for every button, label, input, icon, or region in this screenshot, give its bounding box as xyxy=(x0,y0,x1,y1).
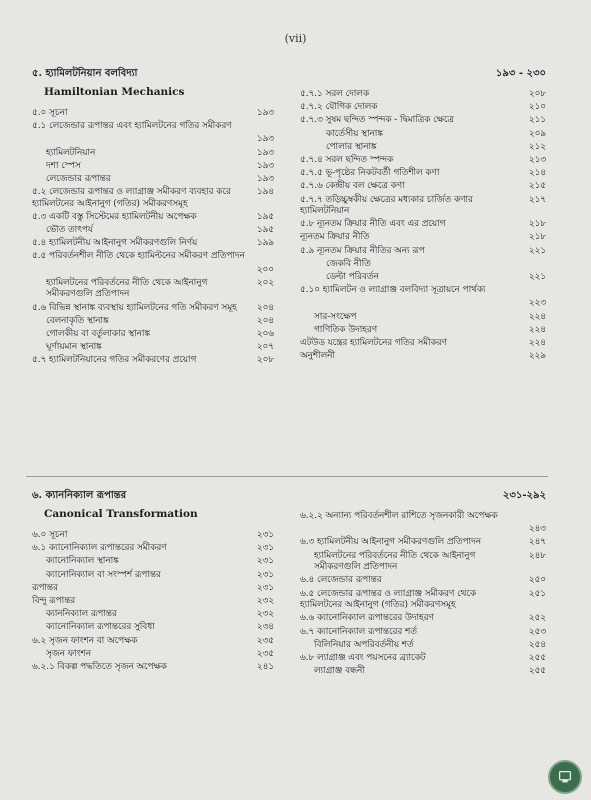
toc-entry xyxy=(32,225,274,237)
toc-entry-title: লেজেন্ডার রূপান্তর xyxy=(46,173,111,184)
toc-entry-title: দশা স্পেস xyxy=(46,160,81,171)
toc-entry-title: ৫.৯ ন্যূনতম ক্রিয়ার নীতির অন্য রূপ xyxy=(300,245,425,256)
toc-entry-page: ২৩১ xyxy=(256,569,274,580)
toc-entry-title: ভৌত তাৎপর্য xyxy=(46,225,93,236)
toc-entry-page: ১৯৯ xyxy=(256,238,274,249)
chapter5-left-column xyxy=(32,66,274,369)
toc-entry-page: ২১৮ xyxy=(528,232,546,243)
toc-entry-title: ৫.৭.১ সরল দোলক xyxy=(300,89,369,99)
toc-entry-page: ২০০ xyxy=(256,264,274,275)
toc-entry-title: ৬.২.২ অন্যান্য পরিবর্তনশীল রাশিতে সৃজনকারী অপেক্ষক xyxy=(300,511,498,521)
toc-entry-page: ২০৮ xyxy=(528,89,546,99)
toc-entry xyxy=(300,613,546,625)
toc-entry-title: ৫.৭.৩ সুষম ছন্দিত স্পন্দক - দ্বিমাত্রিক ক্ষেত্রে xyxy=(300,115,454,126)
toc-entry-page: ২২৩ xyxy=(528,298,546,309)
toc-entry xyxy=(300,285,546,297)
toc-entry xyxy=(32,265,274,277)
toc-entry-title: ৫.৭.৬ কেন্দ্রীয় বল ক্ষেত্রে কণা xyxy=(300,181,405,192)
toc-entry-title: ৫.২ লেজেন্ডার রূপান্তর ও ল্যাগ্রাঞ্জ সমীকরণ ব্যবহার করে হ্যামিলটনের আইনানুগ (গতির) সমীকরণসমূহ xyxy=(32,187,231,209)
toc-entry-page: ২১৮ xyxy=(528,219,546,230)
toc-entry-page: ২১১ xyxy=(528,115,546,126)
chapter6-title: ৬. ক্যাননিক্যাল রূপান্তর xyxy=(32,490,127,501)
toc-entry xyxy=(300,155,546,167)
toc-entry-title: ৬.২ সৃজন ফাংশন বা অপেক্ষক xyxy=(32,635,138,646)
toc-entry xyxy=(32,278,274,301)
toc-entry-title: ৫.৭.৭ তড়িচ্চুম্বকীয় ক্ষেত্রের মধ্যকার চার্জিত কণার হ্যামিলটনিয়ান xyxy=(300,194,473,217)
toc-entry-page: ২০৬ xyxy=(256,329,274,339)
toc-entry xyxy=(32,251,274,263)
toc-entry-page: ২২৪ xyxy=(528,311,546,322)
toc-entry xyxy=(32,108,274,120)
toc-entry-page: ২৫০ xyxy=(528,575,546,586)
toc-entry xyxy=(300,511,546,523)
toc-entry-page: ১৯৪ xyxy=(256,187,274,198)
toc-entry-page: ২৫৫ xyxy=(528,652,546,663)
toc-entry-title: ৫.০ সূচনা xyxy=(32,108,68,118)
toc-entry-page: ২১০ xyxy=(528,102,546,113)
toc-entry xyxy=(300,524,546,536)
toc-entry-title: হ্যামিলটনের পরিবর্তনের নীতি থেকে আইনানুগ সমীকরণগুলি প্রতিপাদন xyxy=(46,277,208,300)
toc-entry-title: ৬.৪ লেজেন্ডার রূপান্তর xyxy=(300,575,382,586)
toc-entry-title: বেলনাকৃতি স্থানাঙ্ক xyxy=(46,315,109,326)
toc-entry-title: ক্যানোনিক্যাল বা সংস্পর্শ রূপান্তর xyxy=(46,569,161,580)
toc-entry-page: ২৪৮ xyxy=(528,550,546,561)
toc-entry-title: ৬.৩ হ্যামিলটনীয় আইনানুগ সমীকরণগুলি প্রতিপাদন xyxy=(300,537,481,548)
chapter5-title: ৫. হ্যামিলটনিয়ান বলবিদ্যা xyxy=(32,68,138,79)
toc-entry-page: ২৪৭ xyxy=(528,537,546,548)
toc-entry xyxy=(300,115,546,127)
toc-entry-title: ৫.৭.২ যৌগিক দোলক xyxy=(300,102,378,113)
toc-entry-title: ৫.৪ হ্যামিলটনীয় আইনানুগ সমীকরণগুলি নির্ণয় xyxy=(32,238,198,249)
chapter6-right-column xyxy=(300,488,546,679)
toc-entry xyxy=(32,530,274,542)
toc-entry xyxy=(32,238,274,250)
toc-entry-title: ঘূর্ণায়মান স্থানাঙ্ক xyxy=(46,342,102,353)
toc-entry-title: ৫.৮ ন্যূনতম ক্রিয়ার নীতি এবং এর প্রয়োগ xyxy=(300,219,446,230)
toc-entry-title: গোলকীয় বা বর্তুলাকার স্থানাঙ্ক xyxy=(46,329,150,339)
toc-entry xyxy=(300,312,546,324)
toc-entry-page: ১৯৩ xyxy=(256,147,274,158)
toc-entry xyxy=(32,596,274,608)
toc-entry-page: ১৯৩ xyxy=(256,160,274,171)
toc-entry-title: এটউড যন্ত্রের হ্যামিলটনের গতির সমীকরণ xyxy=(300,337,447,348)
toc-entry-page: ২১৫ xyxy=(528,181,546,192)
toc-entry-title: ৬.৭ ক্যানোনিক্যাল রূপান্তরের শর্ত xyxy=(300,626,417,637)
toc-entry-title: ৫.১০ হ্যামিলটন ও ল্যাগ্রাঞ্জ বলবিদ্যা সূত্রায়নে পার্থক্য xyxy=(300,285,486,296)
toc-entry-page: ২৩১ xyxy=(256,556,274,567)
chapter6-left-entries xyxy=(32,530,274,673)
toc-entry xyxy=(32,161,274,173)
toc-entry-page: ২১৭ xyxy=(528,194,546,205)
toc-entry xyxy=(300,219,546,231)
toc-entry-title: ৬.৮ ল্যাগ্রাঞ্জ এবং পয়সনের ব্র্যাকেট xyxy=(300,652,426,663)
toc-entry-title: ৬.০ সূচনা xyxy=(32,530,68,540)
toc-entry-page: ২৩২ xyxy=(256,595,274,606)
toc-entry-page: ১৯৩ xyxy=(256,173,274,184)
toc-entry xyxy=(300,246,546,258)
toc-entry-page: ২০৪ xyxy=(256,315,274,326)
toc-entry-title: ক্যানোনিক্যাল স্থানাঙ্ক xyxy=(46,556,119,567)
toc-entry xyxy=(300,168,546,180)
toc-entry xyxy=(300,181,546,193)
toc-entry-page: ২৩১ xyxy=(256,543,274,554)
toc-entry-title: ৫.৬ বিভিন্ন স্থানাঙ্ক ব্যবস্থায় হ্যামিলটনের গতি সমীকরণ সমূহ xyxy=(32,302,237,313)
toc-entry xyxy=(300,102,546,114)
toc-entry-page: ১৯৫ xyxy=(256,225,274,236)
toc-entry xyxy=(300,351,546,363)
toc-entry xyxy=(300,142,546,154)
toc-entry-page: ২০২ xyxy=(256,277,274,288)
toc-entry-page: ২২১ xyxy=(528,272,546,283)
toc-entry-title: হ্যামিলটনিয়ান xyxy=(46,147,96,158)
toc-entry-page: ২৩১ xyxy=(256,582,274,593)
toc-entry xyxy=(300,259,546,271)
toc-entry-page: ২৫১ xyxy=(528,588,546,599)
toc-entry-title: সার-সংক্ষেপ xyxy=(314,311,357,322)
toc-entry xyxy=(300,232,546,244)
toc-entry xyxy=(32,636,274,648)
toc-entry xyxy=(32,329,274,341)
toc-entry-page: ২৪১ xyxy=(256,661,274,672)
toc-entry xyxy=(32,316,274,328)
toc-entry-title: পোলার স্থানাঙ্ক xyxy=(326,141,377,152)
toc-entry xyxy=(300,653,546,665)
toc-entry-page: ২০৪ xyxy=(256,302,274,313)
toc-entry-page: ২৩২ xyxy=(256,609,274,620)
toc-entry xyxy=(32,174,274,186)
toc-entry-title: ৫.১ লেজেন্ডার রূপান্তর এবং হ্যামিলটনের গতির সমীকরণ xyxy=(32,121,232,132)
toc-entry-title: গাণিতিক উদাহরণ xyxy=(314,324,378,335)
toc-entry xyxy=(32,556,274,568)
toc-entry xyxy=(300,89,546,101)
toc-entry-title: বিন্দু রূপান্তর xyxy=(32,595,76,606)
toc-entry-title: জেকবি নীতি xyxy=(326,258,371,269)
toc-entry-title: ৫.৩ একটি বস্তু সিস্টেমের হ্যামিলটনীয় অপেক্ষক xyxy=(32,211,197,222)
toc-entry xyxy=(300,272,546,284)
toc-entry-title: অনুশীলনী xyxy=(300,351,335,362)
toc-entry-page: ২২১ xyxy=(528,245,546,256)
toc-entry xyxy=(300,627,546,639)
toc-entry-page: ২৫৪ xyxy=(528,639,546,650)
toc-entry-title: ৫.৭.৫ ভূ-পৃষ্ঠের নিকটবর্তী গতিশীল কণা xyxy=(300,168,440,179)
toc-entry xyxy=(32,662,274,674)
toc-entry-page: ২২৯ xyxy=(528,351,546,362)
chapter5-left-entries xyxy=(32,108,274,367)
watermark-badge-icon xyxy=(548,760,582,794)
toc-entry-title: ন্যূনতম ক্রিয়ার নীতি xyxy=(300,232,370,243)
toc-entry-title: ক্যানোনিক্যাল রূপান্তরের সুবিধা xyxy=(46,622,155,633)
toc-entry-title: ৫.৭.৪ সরল ছন্দিত স্পন্দক xyxy=(300,154,394,165)
toc-entry-title: হ্যামিলটনের পরিবর্তনের নীতি থেকে আইনানুগ সমীকরণগুলি প্রতিপাদন xyxy=(314,550,476,573)
chapter5-title-en: Hamiltonian Mechanics xyxy=(44,86,185,98)
toc-entry-title: সৃজন ফাংশন xyxy=(46,648,91,659)
toc-entry-title: ল্যাগ্রাঞ্জ বন্ধনী xyxy=(314,666,365,677)
chapter6-title-en: Canonical Transformation xyxy=(44,508,198,520)
toc-entry-title: ৬.৬ ক্যানোনিক্যাল রূপান্তরের উদাহরণ xyxy=(300,613,434,624)
toc-entry-page: ১৯৫ xyxy=(256,211,274,222)
toc-entry xyxy=(300,129,546,141)
toc-entry xyxy=(300,666,546,678)
toc-entry-title: ৬.১ ক্যানোনিক্যাল রূপান্তরের সমীকরণ xyxy=(32,543,167,554)
toc-entry-page: ২৫৩ xyxy=(528,626,546,637)
toc-entry xyxy=(32,570,274,582)
toc-entry xyxy=(32,187,274,210)
toc-entry-page: ১৯৩ xyxy=(256,134,274,145)
toc-entry xyxy=(32,543,274,555)
toc-entry xyxy=(32,212,274,224)
toc-entry xyxy=(32,355,274,367)
toc-entry xyxy=(32,303,274,315)
chapter6-left-column xyxy=(32,488,274,675)
toc-entry-page: ২০৭ xyxy=(256,342,274,353)
toc-entry-title: ৫.৫ পরিবর্তনশীল নীতি থেকে হ্যামিল্টনের সমীকরণ প্রতিপাদন xyxy=(32,251,245,262)
toc-entry-page: ২৫৫ xyxy=(528,666,546,677)
toc-entry-title: ৬.৫ লেজেন্ডার রূপান্তর ও ল্যাগ্রাঞ্জ সমীকরণ থেকে হ্যামিলটনের আইনানুগ (গতির) সমীকরণসমূহ xyxy=(300,588,477,611)
toc-entry-title: রূপান্তর xyxy=(32,582,58,593)
toc-entry xyxy=(300,338,546,350)
toc-entry xyxy=(300,325,546,337)
toc-entry-page: ২৩৫ xyxy=(256,648,274,659)
toc-entry xyxy=(300,195,546,218)
toc-entry xyxy=(300,537,546,549)
toc-entry-title: বিলিনিয়ার অপরিবর্তনীয় শর্ত xyxy=(314,639,414,650)
toc-entry-page: ২৩১ xyxy=(256,530,274,540)
chapter6-page-range: ২৩১-২৯২ xyxy=(502,490,546,501)
toc-entry-page: ২১২ xyxy=(528,141,546,152)
toc-entry xyxy=(32,121,274,133)
chapter6-right-entries xyxy=(300,511,546,678)
toc-entry-page: ২৩৫ xyxy=(256,635,274,646)
toc-entry xyxy=(32,148,274,160)
toc-entry xyxy=(300,298,546,310)
toc-entry-page: ২২৪ xyxy=(528,337,546,348)
toc-entry-page: ২০৮ xyxy=(256,355,274,366)
toc-entry-title: কার্তেসীয় স্থানাঙ্ক xyxy=(326,128,383,139)
toc-entry-title: ৬.২.১ বিকল্প পদ্ধতিতে সৃজন অপেক্ষক xyxy=(32,661,167,672)
toc-entry xyxy=(32,583,274,595)
toc-entry-page: ২১৩ xyxy=(528,154,546,165)
page-number: (vii) xyxy=(284,32,307,45)
toc-entry-page: ২০৯ xyxy=(528,128,546,139)
chapter5-page-range: ১৯৩ - ২৩০ xyxy=(495,68,546,79)
toc-entry xyxy=(300,575,546,587)
toc-entry-title: ক্যাননিক্যাল রূপান্তর xyxy=(46,609,117,620)
toc-entry-page: ২৩৪ xyxy=(256,622,274,633)
toc-entry xyxy=(32,342,274,354)
toc-entry xyxy=(300,589,546,612)
toc-entry-title: ৫.৭ হ্যামিলটনিয়ানের গতির সমীকরণের প্রয়োগ xyxy=(32,355,197,366)
toc-entry xyxy=(32,649,274,661)
chapter-divider xyxy=(26,476,548,477)
toc-entry xyxy=(300,551,546,574)
chapter5-right-entries xyxy=(300,89,546,363)
toc-entry-page: ১৯৩ xyxy=(256,108,274,118)
toc-entry-title: ডেল্টা পরিবর্তন xyxy=(326,272,379,283)
chapter5-right-column xyxy=(300,66,546,364)
toc-entry xyxy=(32,609,274,621)
toc-entry xyxy=(32,134,274,146)
toc-entry-page: ২১৪ xyxy=(528,168,546,179)
toc-entry-page: ২৫২ xyxy=(528,613,546,624)
toc-entry-page: ২৪৩ xyxy=(528,524,546,535)
toc-entry xyxy=(300,640,546,652)
toc-entry xyxy=(32,622,274,634)
toc-entry-page: ২২৪ xyxy=(528,324,546,335)
